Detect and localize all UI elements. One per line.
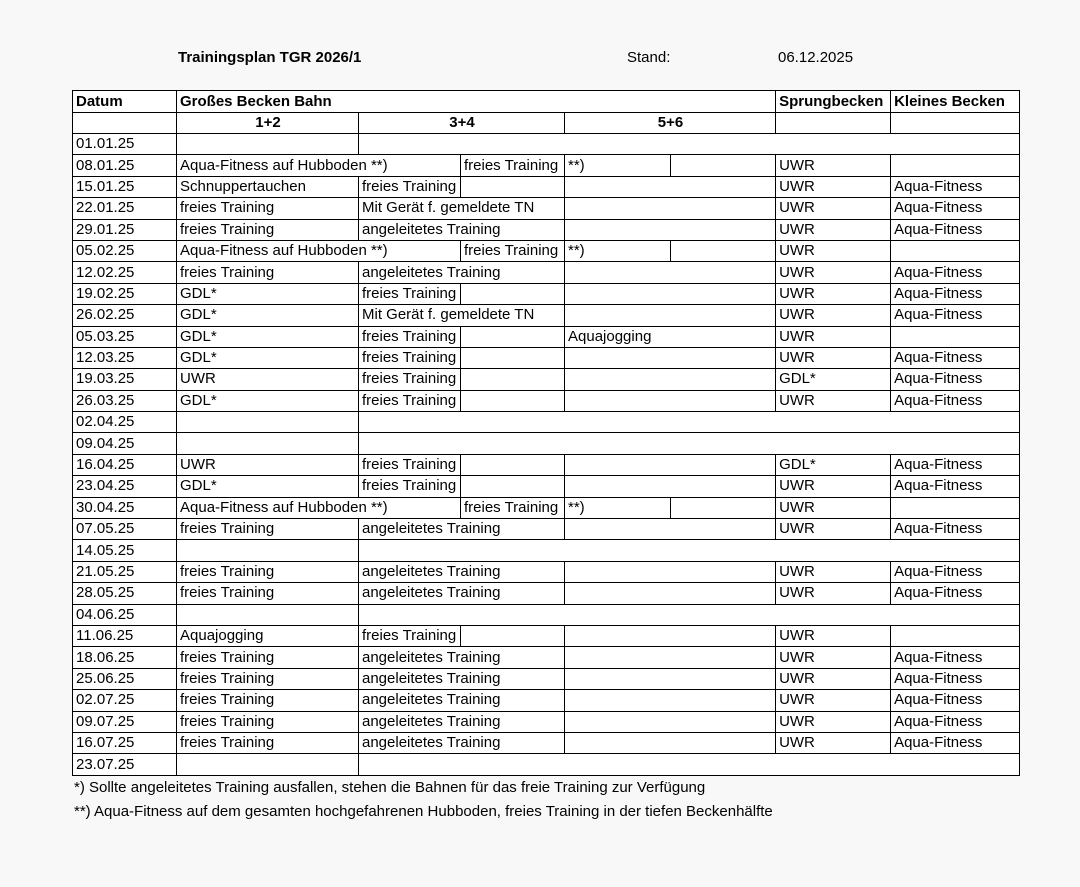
header-empty-datum (73, 113, 177, 134)
header-datum: Datum (73, 91, 177, 113)
schedule-cell: GDL* (177, 347, 359, 368)
table-row (73, 519, 1020, 540)
schedule-cell: Aqua-Fitness (891, 561, 1020, 582)
header-empty-kleines-becken (891, 113, 1020, 134)
schedule-cell (671, 497, 776, 518)
table-row (73, 390, 1020, 411)
schedule-cell: Apnoe (891, 625, 1020, 646)
schedule-cell: freies Training (177, 262, 359, 283)
table-row (73, 583, 1020, 604)
schedule-cell: UWR (776, 711, 891, 732)
schedule-cell: freies Training (177, 561, 359, 582)
schedule-cell: Apnoe (891, 155, 1020, 176)
table-row (73, 305, 1020, 326)
table-row (73, 198, 1020, 219)
schedule-cell: Feiertag (177, 540, 359, 561)
schedule-cell: Mit Gerät f. gemeldete TN (359, 305, 565, 326)
table-row (73, 604, 1020, 625)
schedule-cell: Apnoe (565, 519, 776, 540)
schedule-cell: Apnoe (565, 690, 776, 711)
table-row (73, 219, 1020, 240)
date-cell: 02.07.25 (73, 690, 177, 711)
schedule-cell: freies Training (359, 625, 461, 646)
schedule-cell: freies Training (359, 347, 461, 368)
schedule-cell (461, 390, 565, 411)
schedule-cell: Schnuppertauchen (177, 176, 359, 197)
training-schedule-table (72, 90, 1020, 776)
schedule-cell: Schulferien (177, 412, 359, 433)
date-cell: 16.04.25 (73, 454, 177, 475)
table-row (73, 647, 1020, 668)
schedule-cell: UWR (776, 198, 891, 219)
schedule-cell: Aqua-Fitness auf Hubboden **) (177, 155, 461, 176)
schedule-cell: freies Training (359, 326, 461, 347)
schedule-cell: freies Training (461, 497, 565, 518)
schedule-cell (359, 433, 1020, 454)
date-cell: 05.03.25 (73, 326, 177, 347)
schedule-cell: Apnoe (565, 711, 776, 732)
schedule-cell: UWR (776, 519, 891, 540)
schedule-cell (359, 540, 1020, 561)
schedule-cell: angeleitetes Training (359, 561, 565, 582)
schedule-cell: Aqua-Fitness (891, 369, 1020, 390)
schedule-cell: Apnoe (891, 240, 1020, 261)
table-row (73, 540, 1020, 561)
table-row (73, 690, 1020, 711)
date-cell: 26.02.25 (73, 305, 177, 326)
schedule-cell: Mit Gerät f. gemeldete TN (359, 198, 565, 219)
schedule-cell: Aqua-Fitness auf Hubboden **) (177, 240, 461, 261)
schedule-cell: UWR (776, 347, 891, 368)
schedule-cell: Apnoe (565, 732, 776, 753)
schedule-cell: angeleitetes Training (359, 262, 565, 283)
schedule-cell: UWR (776, 155, 891, 176)
schedule-cell: freies Training (177, 668, 359, 689)
schedule-cell: Apnoe (565, 283, 776, 304)
schedule-cell (671, 155, 776, 176)
table-row (73, 497, 1020, 518)
date-cell: 01.01.25 (73, 134, 177, 155)
schedule-cell: UWR (177, 369, 359, 390)
schedule-cell (461, 326, 565, 347)
schedule-cell: Aqua-Fitness (891, 219, 1020, 240)
schedule-cell: Aqua-Fitness (891, 176, 1020, 197)
schedule-cell: freies Training (359, 476, 461, 497)
schedule-cell: angeleitetes Training (359, 668, 565, 689)
schedule-cell (461, 176, 565, 197)
schedule-cell: GDL* (177, 476, 359, 497)
schedule-cell: GDL* (177, 326, 359, 347)
table-row (73, 711, 1020, 732)
schedule-cell: Apnoe (565, 454, 776, 475)
schedule-cell (461, 369, 565, 390)
schedule-cell: UWR (776, 390, 891, 411)
table-row (73, 369, 1020, 390)
date-cell: 05.02.25 (73, 240, 177, 261)
schedule-cell: Aqua-Fitness (891, 711, 1020, 732)
schedule-cell: Aqua-Fitness (891, 647, 1020, 668)
date-cell: 11.06.25 (73, 625, 177, 646)
schedule-cell: UWR (776, 732, 891, 753)
schedule-cell: UWR (776, 305, 891, 326)
schedule-cell: Apnoe (565, 625, 776, 646)
table-row (73, 283, 1020, 304)
table-row (73, 561, 1020, 582)
schedule-cell: freies Training (177, 219, 359, 240)
schedule-cell (461, 454, 565, 475)
schedule-cell: angeleitetes Training (359, 647, 565, 668)
schedule-cell: GDL* (177, 283, 359, 304)
date-cell: 14.05.25 (73, 540, 177, 561)
date-cell: 23.07.25 (73, 754, 177, 775)
date-cell: 15.01.25 (73, 176, 177, 197)
schedule-cell: freies Training (177, 732, 359, 753)
schedule-cell: Aqua-Fitness (891, 454, 1020, 475)
stand-date: 06.12.2025 (778, 49, 854, 66)
schedule-cell: freies Training (359, 390, 461, 411)
schedule-cell: freies Training (177, 711, 359, 732)
schedule-cell: Aqua-Fitness (891, 668, 1020, 689)
schedule-cell: UWR (776, 240, 891, 261)
schedule-cell: Aqua-Fitness auf Hubboden **) (177, 497, 461, 518)
table-row (73, 134, 1020, 155)
date-cell: 18.06.25 (73, 647, 177, 668)
schedule-cell: **) (565, 155, 671, 176)
schedule-cell: Aqua-Fitness (891, 390, 1020, 411)
schedule-cell: Apnoe (891, 326, 1020, 347)
schedule-cell: Apnoe (565, 476, 776, 497)
header-lane-5-6: 5+6 (565, 113, 776, 134)
date-cell: 09.07.25 (73, 711, 177, 732)
date-cell: 12.02.25 (73, 262, 177, 283)
schedule-cell: Apnoe (565, 219, 776, 240)
schedule-cell: angeleitetes Training (359, 219, 565, 240)
schedule-cell: GDL* (177, 390, 359, 411)
schedule-body (73, 134, 1020, 776)
table-row (73, 433, 1020, 454)
schedule-cell: UWR (776, 476, 891, 497)
schedule-cell: GDL* (776, 454, 891, 475)
schedule-cell (359, 412, 1020, 433)
date-cell: 23.04.25 (73, 476, 177, 497)
table-row (73, 754, 1020, 775)
footnote-single-asterisk: *) Sollte angeleitetes Training ausfallen, stehen die Bahnen für das freie Training zur Verfügung (74, 779, 706, 796)
header-row-main (73, 91, 1020, 113)
header-kleines-becken: Kleines Becken (891, 91, 1020, 113)
header-grosses-becken: Großes Becken Bahn (177, 91, 776, 113)
title-bar (0, 49, 1080, 69)
date-cell: 19.02.25 (73, 283, 177, 304)
schedule-cell: UWR (776, 561, 891, 582)
schedule-cell: Apnoe (565, 369, 776, 390)
schedule-cell (461, 283, 565, 304)
schedule-cell: angeleitetes Training (359, 732, 565, 753)
schedule-cell (461, 347, 565, 368)
schedule-cell: freies Training (359, 454, 461, 475)
schedule-cell: freies Training (461, 155, 565, 176)
date-cell: 30.04.25 (73, 497, 177, 518)
schedule-cell: UWR (177, 454, 359, 475)
schedule-cell: Apnoe (565, 647, 776, 668)
schedule-cell: GDL* (177, 305, 359, 326)
schedule-cell: freies Training (359, 176, 461, 197)
schedule-cell (461, 476, 565, 497)
footnote-double-asterisk: **) Aqua-Fitness auf dem gesamten hochgefahrenen Hubboden, freies Training in der tiefen Beckenhälfte (74, 803, 773, 820)
schedule-cell: Apnoe (565, 668, 776, 689)
date-cell: 28.05.25 (73, 583, 177, 604)
schedule-cell: freies Training (177, 519, 359, 540)
schedule-cell: freies Training (177, 583, 359, 604)
schedule-cell: Schulferien (177, 433, 359, 454)
schedule-cell: freies Training (359, 283, 461, 304)
date-cell: 22.01.25 (73, 198, 177, 219)
schedule-cell: angeleitetes Training (359, 583, 565, 604)
schedule-cell: angeleitetes Training (359, 690, 565, 711)
schedule-cell: Aqua-Fitness (891, 476, 1020, 497)
date-cell: 04.06.25 (73, 604, 177, 625)
stand-label: Stand: (627, 49, 671, 66)
schedule-cell: UWR (776, 625, 891, 646)
date-cell: 09.04.25 (73, 433, 177, 454)
schedule-cell: Aqua-Fitness (891, 519, 1020, 540)
header-empty-sprungbecken (776, 113, 891, 134)
schedule-cell: Aqua-Fitness (891, 198, 1020, 219)
schedule-cell: UWR (776, 583, 891, 604)
schedule-cell: Apnoe (565, 198, 776, 219)
schedule-cell: Schulferien (177, 134, 359, 155)
date-cell: 08.01.25 (73, 155, 177, 176)
page-title: Trainingsplan TGR 2026/1 (178, 49, 362, 66)
schedule-cell: **) (565, 240, 671, 261)
date-cell: 26.03.25 (73, 390, 177, 411)
schedule-cell: GDL* (776, 369, 891, 390)
schedule-cell: Feiertag (177, 604, 359, 625)
table-row (73, 262, 1020, 283)
table-row (73, 176, 1020, 197)
schedule-cell (461, 625, 565, 646)
schedule-cell: freies Training (177, 198, 359, 219)
table-header (73, 91, 1020, 134)
date-cell: 29.01.25 (73, 219, 177, 240)
schedule-cell: UWR (776, 283, 891, 304)
table-row (73, 326, 1020, 347)
schedule-cell: Apnoe (565, 561, 776, 582)
table-row (73, 732, 1020, 753)
table-row (73, 476, 1020, 497)
date-cell: 16.07.25 (73, 732, 177, 753)
schedule-cell: Apnoe (565, 305, 776, 326)
schedule-cell: Aqua-Fitness (891, 732, 1020, 753)
date-cell: 02.04.25 (73, 412, 177, 433)
header-sprungbecken: Sprungbecken (776, 91, 891, 113)
schedule-cell: Apnoe (565, 390, 776, 411)
schedule-cell: Aqua-Fitness (891, 283, 1020, 304)
schedule-cell (359, 604, 1020, 625)
schedule-cell: Aqua-Fitness (891, 347, 1020, 368)
schedule-cell: Beginn Sommerferien (177, 754, 359, 775)
schedule-cell: angeleitetes Training (359, 711, 565, 732)
schedule-cell (671, 240, 776, 261)
schedule-cell: UWR (776, 326, 891, 347)
date-cell: 25.06.25 (73, 668, 177, 689)
header-row-lanes (73, 113, 1020, 134)
date-cell: 19.03.25 (73, 369, 177, 390)
schedule-cell: UWR (776, 647, 891, 668)
schedule-cell: Apnoe (891, 497, 1020, 518)
date-cell: 21.05.25 (73, 561, 177, 582)
schedule-cell: freies Training (461, 240, 565, 261)
schedule-cell: angeleitetes Training (359, 519, 565, 540)
table-row (73, 668, 1020, 689)
schedule-cell: UWR (776, 690, 891, 711)
schedule-cell (359, 754, 1020, 775)
table-row (73, 155, 1020, 176)
schedule-cell: UWR (776, 262, 891, 283)
header-lane-1-2: 1+2 (177, 113, 359, 134)
date-cell: 12.03.25 (73, 347, 177, 368)
schedule-cell: Aqua-Fitness (891, 583, 1020, 604)
schedule-cell: UWR (776, 668, 891, 689)
schedule-cell: UWR (776, 497, 891, 518)
date-cell: 07.05.25 (73, 519, 177, 540)
table-row (73, 347, 1020, 368)
schedule-cell: UWR (776, 176, 891, 197)
schedule-cell: Apnoe (565, 262, 776, 283)
table-row (73, 412, 1020, 433)
schedule-cell: Aquajogging (565, 326, 776, 347)
schedule-cell: Apnoe (565, 583, 776, 604)
schedule-cell: Aqua-Fitness (891, 690, 1020, 711)
schedule-cell: Aquajogging (177, 625, 359, 646)
table-row (73, 240, 1020, 261)
schedule-cell: freies Training (177, 647, 359, 668)
table-row (73, 625, 1020, 646)
table-row (73, 454, 1020, 475)
schedule-cell: Apnoe (565, 347, 776, 368)
schedule-cell: Aqua-Fitness (891, 262, 1020, 283)
schedule-cell: freies Training (177, 690, 359, 711)
schedule-cell: UWR (776, 219, 891, 240)
header-lane-3-4: 3+4 (359, 113, 565, 134)
schedule-cell: Apnoe (565, 176, 776, 197)
schedule-cell (359, 134, 1020, 155)
schedule-cell: **) (565, 497, 671, 518)
schedule-cell: Aqua-Fitness (891, 305, 1020, 326)
schedule-cell: freies Training (359, 369, 461, 390)
